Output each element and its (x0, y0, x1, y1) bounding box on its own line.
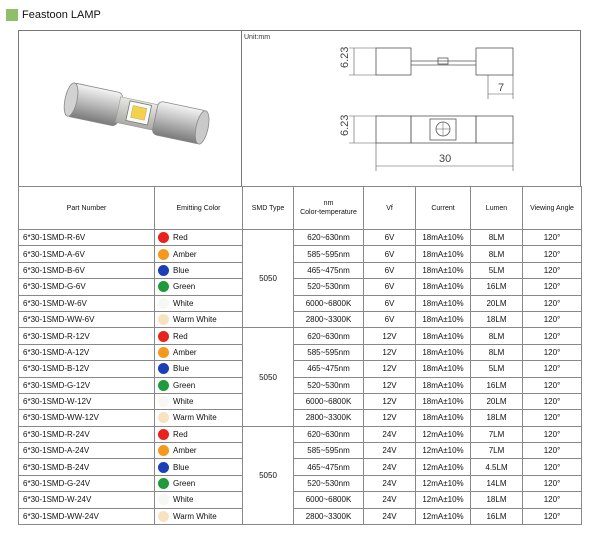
vf-cell: 12V (364, 393, 416, 409)
color-name: Blue (173, 462, 190, 472)
lumen-cell: 5LM (471, 361, 523, 377)
current-cell: 12mA±10% (416, 508, 471, 524)
vf-cell: 12V (364, 377, 416, 393)
color-dot-icon (158, 511, 169, 522)
part-number-cell: 6*30-1SMD-W-12V (19, 393, 155, 409)
color-dot-icon (158, 429, 169, 440)
col-viewing-angle: Viewing Angle (523, 187, 582, 230)
color-name: Warm White (173, 413, 217, 423)
color-temperature-cell: 620~630nm (294, 426, 364, 442)
table-row (19, 410, 582, 426)
table-row (19, 295, 582, 311)
color-temperature-cell: 465~475nm (294, 262, 364, 278)
table-row (19, 377, 582, 393)
color-name: Warm White (173, 315, 217, 325)
color-name: Blue (173, 364, 190, 374)
part-number-cell: 6*30-1SMD-W-24V (19, 492, 155, 508)
unit-label: Unit:mm (244, 34, 271, 41)
table-row (19, 328, 582, 344)
lumen-cell: 8LM (471, 230, 523, 246)
vf-cell: 24V (364, 475, 416, 491)
festoon-lamp-photo (29, 51, 239, 181)
color-dot-icon (158, 249, 169, 260)
current-cell: 12mA±10% (416, 443, 471, 459)
col-current: Current (416, 187, 471, 230)
viewing-angle-cell: 120° (523, 344, 582, 360)
color-name: Amber (173, 249, 197, 259)
color-temperature-cell: 6000~6800K (294, 393, 364, 409)
emitting-color-cell (155, 410, 243, 426)
lumen-cell: 8LM (471, 246, 523, 262)
vf-cell: 6V (364, 311, 416, 327)
part-number-cell: 6*30-1SMD-G-12V (19, 377, 155, 393)
emitting-color-cell (155, 230, 243, 246)
current-cell: 12mA±10% (416, 475, 471, 491)
dim-pad-label: 7 (498, 82, 505, 94)
emitting-color-cell (155, 328, 243, 344)
color-temperature-cell: 620~630nm (294, 230, 364, 246)
vf-cell: 6V (364, 246, 416, 262)
vf-cell: 6V (364, 279, 416, 295)
color-temperature-cell: 2800~3300K (294, 508, 364, 524)
color-dot-icon (158, 462, 169, 473)
col-color-temperature: nm Color-temperature (294, 187, 364, 230)
viewing-angle-cell: 120° (523, 262, 582, 278)
color-dot-icon (158, 281, 169, 292)
current-cell: 18mA±10% (416, 328, 471, 344)
vf-cell: 24V (364, 426, 416, 442)
vf-cell: 24V (364, 443, 416, 459)
vf-cell: 6V (364, 295, 416, 311)
color-dot-icon (158, 494, 169, 505)
table-row (19, 246, 582, 262)
part-number-cell: 6*30-1SMD-B-12V (19, 361, 155, 377)
smd-type-cell: 5050 (243, 328, 294, 426)
lumen-cell: 18LM (471, 492, 523, 508)
header-square-icon (6, 9, 18, 21)
emitting-color-cell (155, 508, 243, 524)
viewing-angle-cell: 120° (523, 246, 582, 262)
part-number-cell: 6*30-1SMD-G-6V (19, 279, 155, 295)
vf-cell: 12V (364, 410, 416, 426)
viewing-angle-cell: 120° (523, 410, 582, 426)
table-row (19, 475, 582, 491)
table-row (19, 230, 582, 246)
lumen-cell: 18LM (471, 311, 523, 327)
current-cell: 12mA±10% (416, 492, 471, 508)
color-name: Green (173, 380, 196, 390)
table-body (19, 230, 582, 525)
viewing-angle-cell: 120° (523, 492, 582, 508)
color-name: White (173, 298, 194, 308)
color-temperature-cell: 585~595nm (294, 344, 364, 360)
viewing-angle-cell: 120° (523, 230, 582, 246)
color-temperature-cell: 6000~6800K (294, 492, 364, 508)
color-name: Amber (173, 446, 197, 456)
vf-cell: 12V (364, 344, 416, 360)
lumen-cell: 7LM (471, 443, 523, 459)
lumen-cell: 5LM (471, 262, 523, 278)
emitting-color-cell (155, 377, 243, 393)
color-dot-icon (158, 363, 169, 374)
vf-cell: 12V (364, 361, 416, 377)
color-dot-icon (158, 331, 169, 342)
color-name: Red (173, 429, 188, 439)
col-lumen: Lumen (471, 187, 523, 230)
table-row (19, 443, 582, 459)
dim-length-label: 30 (439, 153, 452, 165)
emitting-color-cell (155, 443, 243, 459)
color-dot-icon (158, 265, 169, 276)
lumen-cell: 20LM (471, 295, 523, 311)
table-header-row (19, 187, 582, 230)
emitting-color-cell (155, 295, 243, 311)
color-temperature-cell: 520~530nm (294, 475, 364, 491)
vf-cell: 6V (364, 230, 416, 246)
lumen-cell: 7LM (471, 426, 523, 442)
dim-height-label-bottom: 6.23 (339, 114, 351, 136)
viewing-angle-cell: 120° (523, 459, 582, 475)
color-dot-icon (158, 347, 169, 358)
color-dot-icon (158, 478, 169, 489)
vf-cell: 24V (364, 492, 416, 508)
color-dot-icon (158, 445, 169, 456)
lumen-cell: 16LM (471, 279, 523, 295)
emitting-color-cell (155, 426, 243, 442)
emitting-color-cell (155, 246, 243, 262)
lumen-cell: 16LM (471, 508, 523, 524)
color-temperature-cell: 620~630nm (294, 328, 364, 344)
viewing-angle-cell: 120° (523, 426, 582, 442)
color-temperature-cell: 2800~3300K (294, 311, 364, 327)
table-row (19, 426, 582, 442)
color-dot-icon (158, 396, 169, 407)
color-temperature-cell: 465~475nm (294, 459, 364, 475)
part-number-cell: 6*30-1SMD-WW-24V (19, 508, 155, 524)
dim-height-label-top: 6.23 (339, 46, 351, 68)
viewing-angle-cell: 120° (523, 361, 582, 377)
lumen-cell: 16LM (471, 377, 523, 393)
current-cell: 18mA±10% (416, 344, 471, 360)
part-number-cell: 6*30-1SMD-B-24V (19, 459, 155, 475)
viewing-angle-cell: 120° (523, 393, 582, 409)
color-name: Blue (173, 265, 190, 275)
lumen-cell: 20LM (471, 393, 523, 409)
current-cell: 12mA±10% (416, 459, 471, 475)
smd-type-cell: 5050 (243, 426, 294, 524)
color-dot-icon (158, 314, 169, 325)
part-number-cell: 6*30-1SMD-R-6V (19, 230, 155, 246)
color-temperature-cell: 6000~6800K (294, 295, 364, 311)
spec-table (18, 186, 582, 525)
color-dot-icon (158, 298, 169, 309)
emitting-color-cell (155, 311, 243, 327)
color-temperature-cell: 2800~3300K (294, 410, 364, 426)
viewing-angle-cell: 120° (523, 295, 582, 311)
current-cell: 18mA±10% (416, 311, 471, 327)
col-part-number: Part Number (19, 187, 155, 230)
current-cell: 18mA±10% (416, 230, 471, 246)
vf-cell: 24V (364, 459, 416, 475)
table-row (19, 344, 582, 360)
color-name: White (173, 495, 194, 505)
table-row (19, 279, 582, 295)
dimension-drawing (244, 31, 582, 187)
viewing-angle-cell: 120° (523, 508, 582, 524)
viewing-angle-cell: 120° (523, 475, 582, 491)
emitting-color-cell (155, 492, 243, 508)
current-cell: 18mA±10% (416, 295, 471, 311)
color-temperature-cell: 585~595nm (294, 246, 364, 262)
emitting-color-cell (155, 393, 243, 409)
viewing-angle-cell: 120° (523, 328, 582, 344)
emitting-color-cell (155, 344, 243, 360)
viewing-angle-cell: 120° (523, 311, 582, 327)
color-dot-icon (158, 412, 169, 423)
color-name: Amber (173, 347, 197, 357)
lumen-cell: 4.5LM (471, 459, 523, 475)
part-number-cell: 6*30-1SMD-A-24V (19, 443, 155, 459)
emitting-color-cell (155, 459, 243, 475)
current-cell: 18mA±10% (416, 377, 471, 393)
col-vf: Vf (364, 187, 416, 230)
color-temperature-cell: 520~530nm (294, 279, 364, 295)
part-number-cell: 6*30-1SMD-B-6V (19, 262, 155, 278)
color-temperature-cell: 585~595nm (294, 443, 364, 459)
color-name: White (173, 397, 194, 407)
vf-cell: 24V (364, 508, 416, 524)
product-illustration-panel (18, 30, 581, 186)
table-row (19, 393, 582, 409)
smd-type-cell: 5050 (243, 230, 294, 328)
viewing-angle-cell: 120° (523, 377, 582, 393)
current-cell: 18mA±10% (416, 393, 471, 409)
color-dot-icon (158, 380, 169, 391)
page-header (6, 8, 101, 22)
color-name: Red (173, 233, 188, 243)
color-dot-icon (158, 232, 169, 243)
table-row (19, 311, 582, 327)
current-cell: 18mA±10% (416, 410, 471, 426)
viewing-angle-cell: 120° (523, 443, 582, 459)
table-row (19, 262, 582, 278)
current-cell: 18mA±10% (416, 361, 471, 377)
current-cell: 18mA±10% (416, 246, 471, 262)
lumen-cell: 8LM (471, 328, 523, 344)
col-emitting-color: Emitting Color (155, 187, 243, 230)
table-row (19, 492, 582, 508)
lumen-cell: 18LM (471, 410, 523, 426)
color-name: Red (173, 331, 188, 341)
lumen-cell: 8LM (471, 344, 523, 360)
part-number-cell: 6*30-1SMD-A-12V (19, 344, 155, 360)
color-temperature-cell: 520~530nm (294, 377, 364, 393)
part-number-cell: 6*30-1SMD-WW-12V (19, 410, 155, 426)
part-number-cell: 6*30-1SMD-R-24V (19, 426, 155, 442)
emitting-color-cell (155, 279, 243, 295)
col-smd-type: SMD Type (243, 187, 294, 230)
emitting-color-cell (155, 475, 243, 491)
color-name: Green (173, 479, 196, 489)
emitting-color-cell (155, 361, 243, 377)
table-row (19, 459, 582, 475)
part-number-cell: 6*30-1SMD-G-24V (19, 475, 155, 491)
table-row (19, 361, 582, 377)
color-name: Warm White (173, 511, 217, 521)
current-cell: 18mA±10% (416, 262, 471, 278)
table-row (19, 508, 582, 524)
vf-cell: 6V (364, 262, 416, 278)
current-cell: 12mA±10% (416, 426, 471, 442)
part-number-cell: 6*30-1SMD-W-6V (19, 295, 155, 311)
part-number-cell: 6*30-1SMD-WW-6V (19, 311, 155, 327)
vf-cell: 12V (364, 328, 416, 344)
current-cell: 18mA±10% (416, 279, 471, 295)
color-name: Green (173, 282, 196, 292)
page-title: Feastoon LAMP (22, 9, 101, 21)
panel-divider (241, 31, 242, 187)
part-number-cell: 6*30-1SMD-A-6V (19, 246, 155, 262)
part-number-cell: 6*30-1SMD-R-12V (19, 328, 155, 344)
lumen-cell: 14LM (471, 475, 523, 491)
color-temperature-cell: 465~475nm (294, 361, 364, 377)
viewing-angle-cell: 120° (523, 279, 582, 295)
emitting-color-cell (155, 262, 243, 278)
